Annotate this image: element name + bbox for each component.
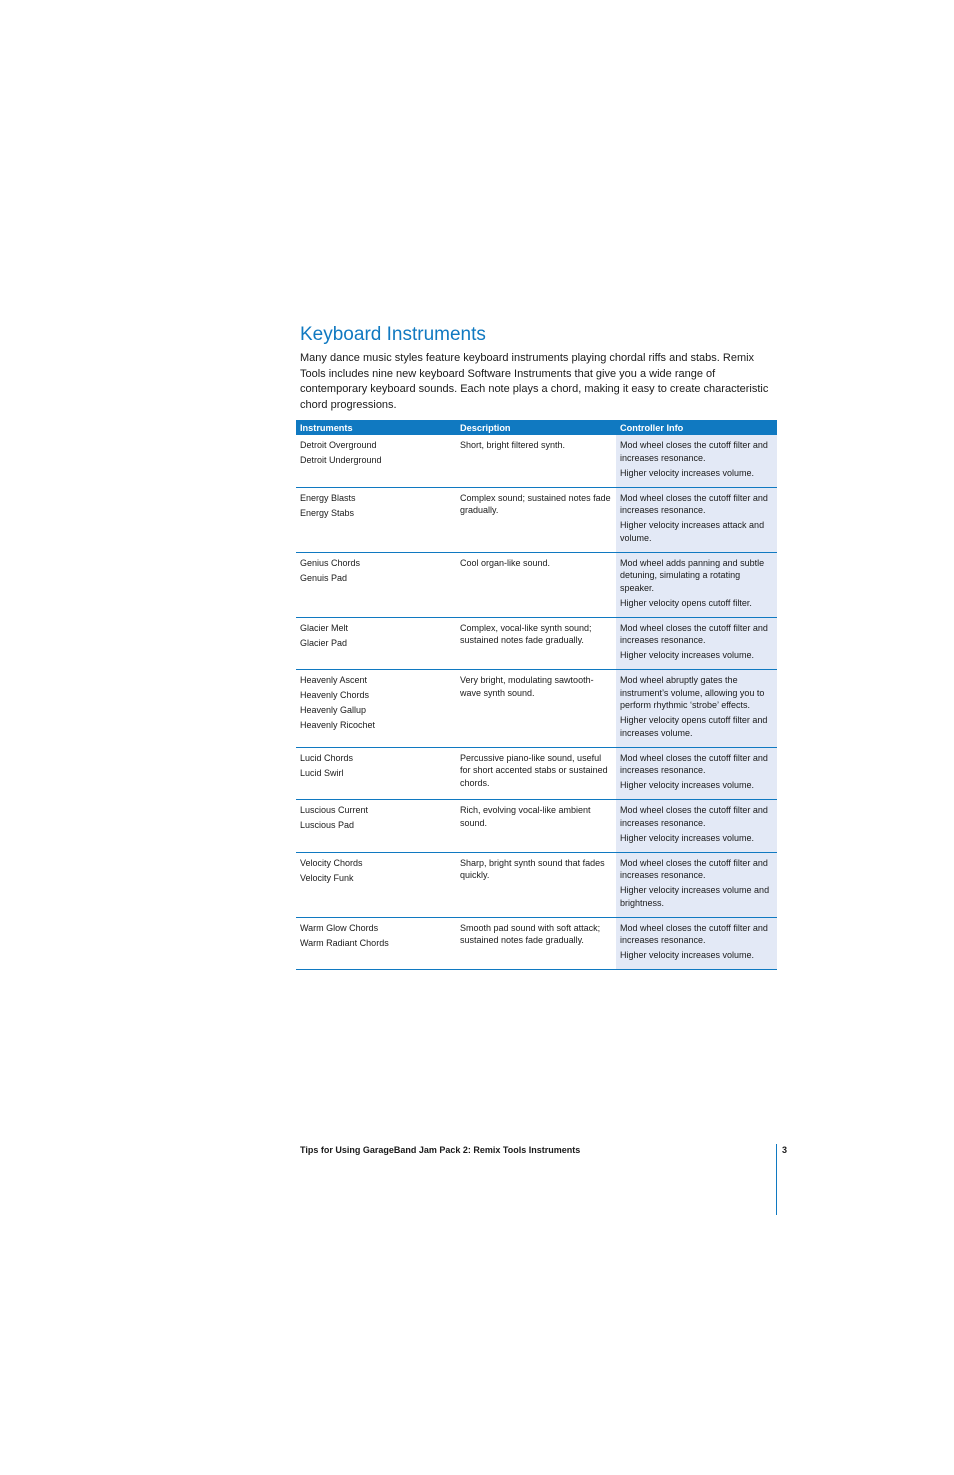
controller-info-text: Higher velocity increases volume. bbox=[620, 780, 755, 791]
controller-info-text: Higher velocity increases volume and brightness. bbox=[620, 885, 770, 908]
header-instruments: Instruments bbox=[296, 420, 456, 435]
table-row bbox=[296, 852, 777, 917]
controller-info-cell bbox=[616, 552, 777, 617]
description-cell: Complex sound; sustained notes fade gradually. bbox=[456, 487, 616, 552]
controller-info-text: Higher velocity increases volume. bbox=[620, 832, 755, 843]
table-row bbox=[296, 552, 777, 617]
controller-info-cell bbox=[616, 670, 777, 748]
instrument-names-cell bbox=[296, 747, 456, 800]
header-description: Description bbox=[456, 420, 616, 435]
instrument-name: Detroit Overground bbox=[300, 440, 377, 451]
table-row bbox=[296, 917, 777, 970]
table-row bbox=[296, 747, 777, 800]
controller-info-text: Mod wheel closes the cutoff filter and increases resonance. bbox=[620, 622, 768, 646]
controller-info-cell bbox=[616, 747, 777, 800]
controller-info-text: Mod wheel closes the cutoff filter and increases resonance. bbox=[620, 857, 768, 881]
table-row bbox=[296, 487, 777, 552]
controller-info-text: Mod wheel abruptly gates the instrument’s volume, allowing you to perform rhythmic ‘strobe’ effects. bbox=[620, 675, 765, 711]
instrument-name: Energy Stabs bbox=[300, 507, 355, 518]
description-cell: Percussive piano-like sound, useful for short accented stabs or sustained chords. bbox=[456, 747, 616, 800]
instrument-name: Velocity Funk bbox=[300, 872, 354, 883]
instrument-names-cell bbox=[296, 800, 456, 853]
page-title: Keyboard Instruments bbox=[300, 324, 486, 345]
controller-info-text: Mod wheel adds panning and subtle detuning, simulating a rotating speaker. bbox=[620, 557, 765, 593]
controller-info-cell bbox=[616, 435, 777, 487]
description-cell: Cool organ-like sound. bbox=[456, 552, 616, 617]
description-cell: Sharp, bright synth sound that fades quickly. bbox=[456, 852, 616, 917]
instrument-name: Heavenly Gallup bbox=[300, 705, 367, 716]
instrument-name: Warm Radiant Chords bbox=[300, 937, 389, 948]
instrument-name: Glacier Pad bbox=[300, 637, 348, 648]
instrument-name: Heavenly Chords bbox=[300, 690, 370, 701]
instrument-name: Genius Chords bbox=[300, 557, 361, 568]
instrument-names-cell bbox=[296, 617, 456, 670]
controller-info-cell bbox=[616, 617, 777, 670]
table-body bbox=[296, 435, 777, 970]
instrument-names-cell bbox=[296, 852, 456, 917]
page-content bbox=[296, 324, 777, 970]
instrument-name: Genuis Pad bbox=[300, 572, 348, 583]
controller-info-cell bbox=[616, 852, 777, 917]
description-cell: Rich, evolving vocal-like ambient sound. bbox=[456, 800, 616, 853]
controller-info-text: Higher velocity opens cutoff filter. bbox=[620, 597, 752, 608]
footer-title: Tips for Using GarageBand Jam Pack 2: Remix Tools Instruments bbox=[300, 1145, 581, 1155]
instrument-name: Warm Glow Chords bbox=[300, 922, 379, 933]
controller-info-text: Mod wheel closes the cutoff filter and increases resonance. bbox=[620, 922, 768, 946]
controller-info-text: Higher velocity opens cutoff filter and increases volume. bbox=[620, 715, 768, 738]
instrument-name: Luscious Pad bbox=[300, 820, 355, 831]
controller-info-text: Mod wheel closes the cutoff filter and increases resonance. bbox=[620, 440, 768, 463]
instrument-name: Glacier Melt bbox=[300, 622, 349, 633]
controller-info-text: Higher velocity increases volume. bbox=[620, 467, 755, 478]
description-cell: Very bright, modulating sawtooth-wave synth sound. bbox=[456, 670, 616, 748]
table-header-row bbox=[296, 420, 777, 435]
table-row bbox=[296, 617, 777, 670]
controller-info-text: Higher velocity increases volume. bbox=[620, 650, 755, 661]
controller-info-text: Higher velocity increases volume. bbox=[620, 950, 755, 961]
instrument-name: Detroit Underground bbox=[300, 455, 382, 466]
instrument-names-cell bbox=[296, 487, 456, 552]
description-cell: Short, bright filtered synth. bbox=[456, 435, 616, 487]
instrument-name: Energy Blasts bbox=[300, 492, 356, 503]
instrument-names-cell bbox=[296, 670, 456, 748]
controller-info-text: Mod wheel closes the cutoff filter and increases resonance. bbox=[620, 492, 768, 516]
controller-info-text: Mod wheel closes the cutoff filter and increases resonance. bbox=[620, 805, 768, 828]
instrument-name: Heavenly Ricochet bbox=[300, 720, 376, 731]
instruments-table bbox=[296, 420, 777, 970]
controller-info-text: Higher velocity increases attack and volume. bbox=[620, 520, 765, 543]
instrument-names-cell bbox=[296, 552, 456, 617]
intro-paragraph: Many dance music styles feature keyboard instruments playing chordal riffs and stabs. Remix Tools includes nine new keyboard Software Instruments that give you a wide range of contemporary keyboard sounds. Each note plays a chord, making it easy to create characteristic chord progressions. bbox=[300, 352, 769, 411]
instrument-name: Velocity Chords bbox=[300, 857, 363, 868]
table-row bbox=[296, 670, 777, 748]
controller-info-cell bbox=[616, 917, 777, 970]
controller-info-cell bbox=[616, 800, 777, 853]
controller-info-text: Mod wheel closes the cutoff filter and increases resonance. bbox=[620, 752, 768, 776]
controller-info-cell bbox=[616, 487, 777, 552]
instrument-names-cell bbox=[296, 435, 456, 487]
header-controller-info: Controller Info bbox=[616, 420, 777, 435]
description-cell: Smooth pad sound with soft attack; sustained notes fade gradually. bbox=[456, 917, 616, 970]
instrument-name: Heavenly Ascent bbox=[300, 675, 368, 686]
instrument-names-cell bbox=[296, 917, 456, 970]
table-row bbox=[296, 435, 777, 487]
table-row bbox=[296, 800, 777, 853]
instrument-name: Luscious Current bbox=[300, 805, 369, 816]
instrument-name: Lucid Chords bbox=[300, 752, 354, 763]
description-cell: Complex, vocal-like synth sound; sustained notes fade gradually. bbox=[456, 617, 616, 670]
page-rule bbox=[776, 1144, 777, 1215]
instrument-name: Lucid Swirl bbox=[300, 767, 344, 778]
page-number: 3 bbox=[782, 1145, 788, 1155]
